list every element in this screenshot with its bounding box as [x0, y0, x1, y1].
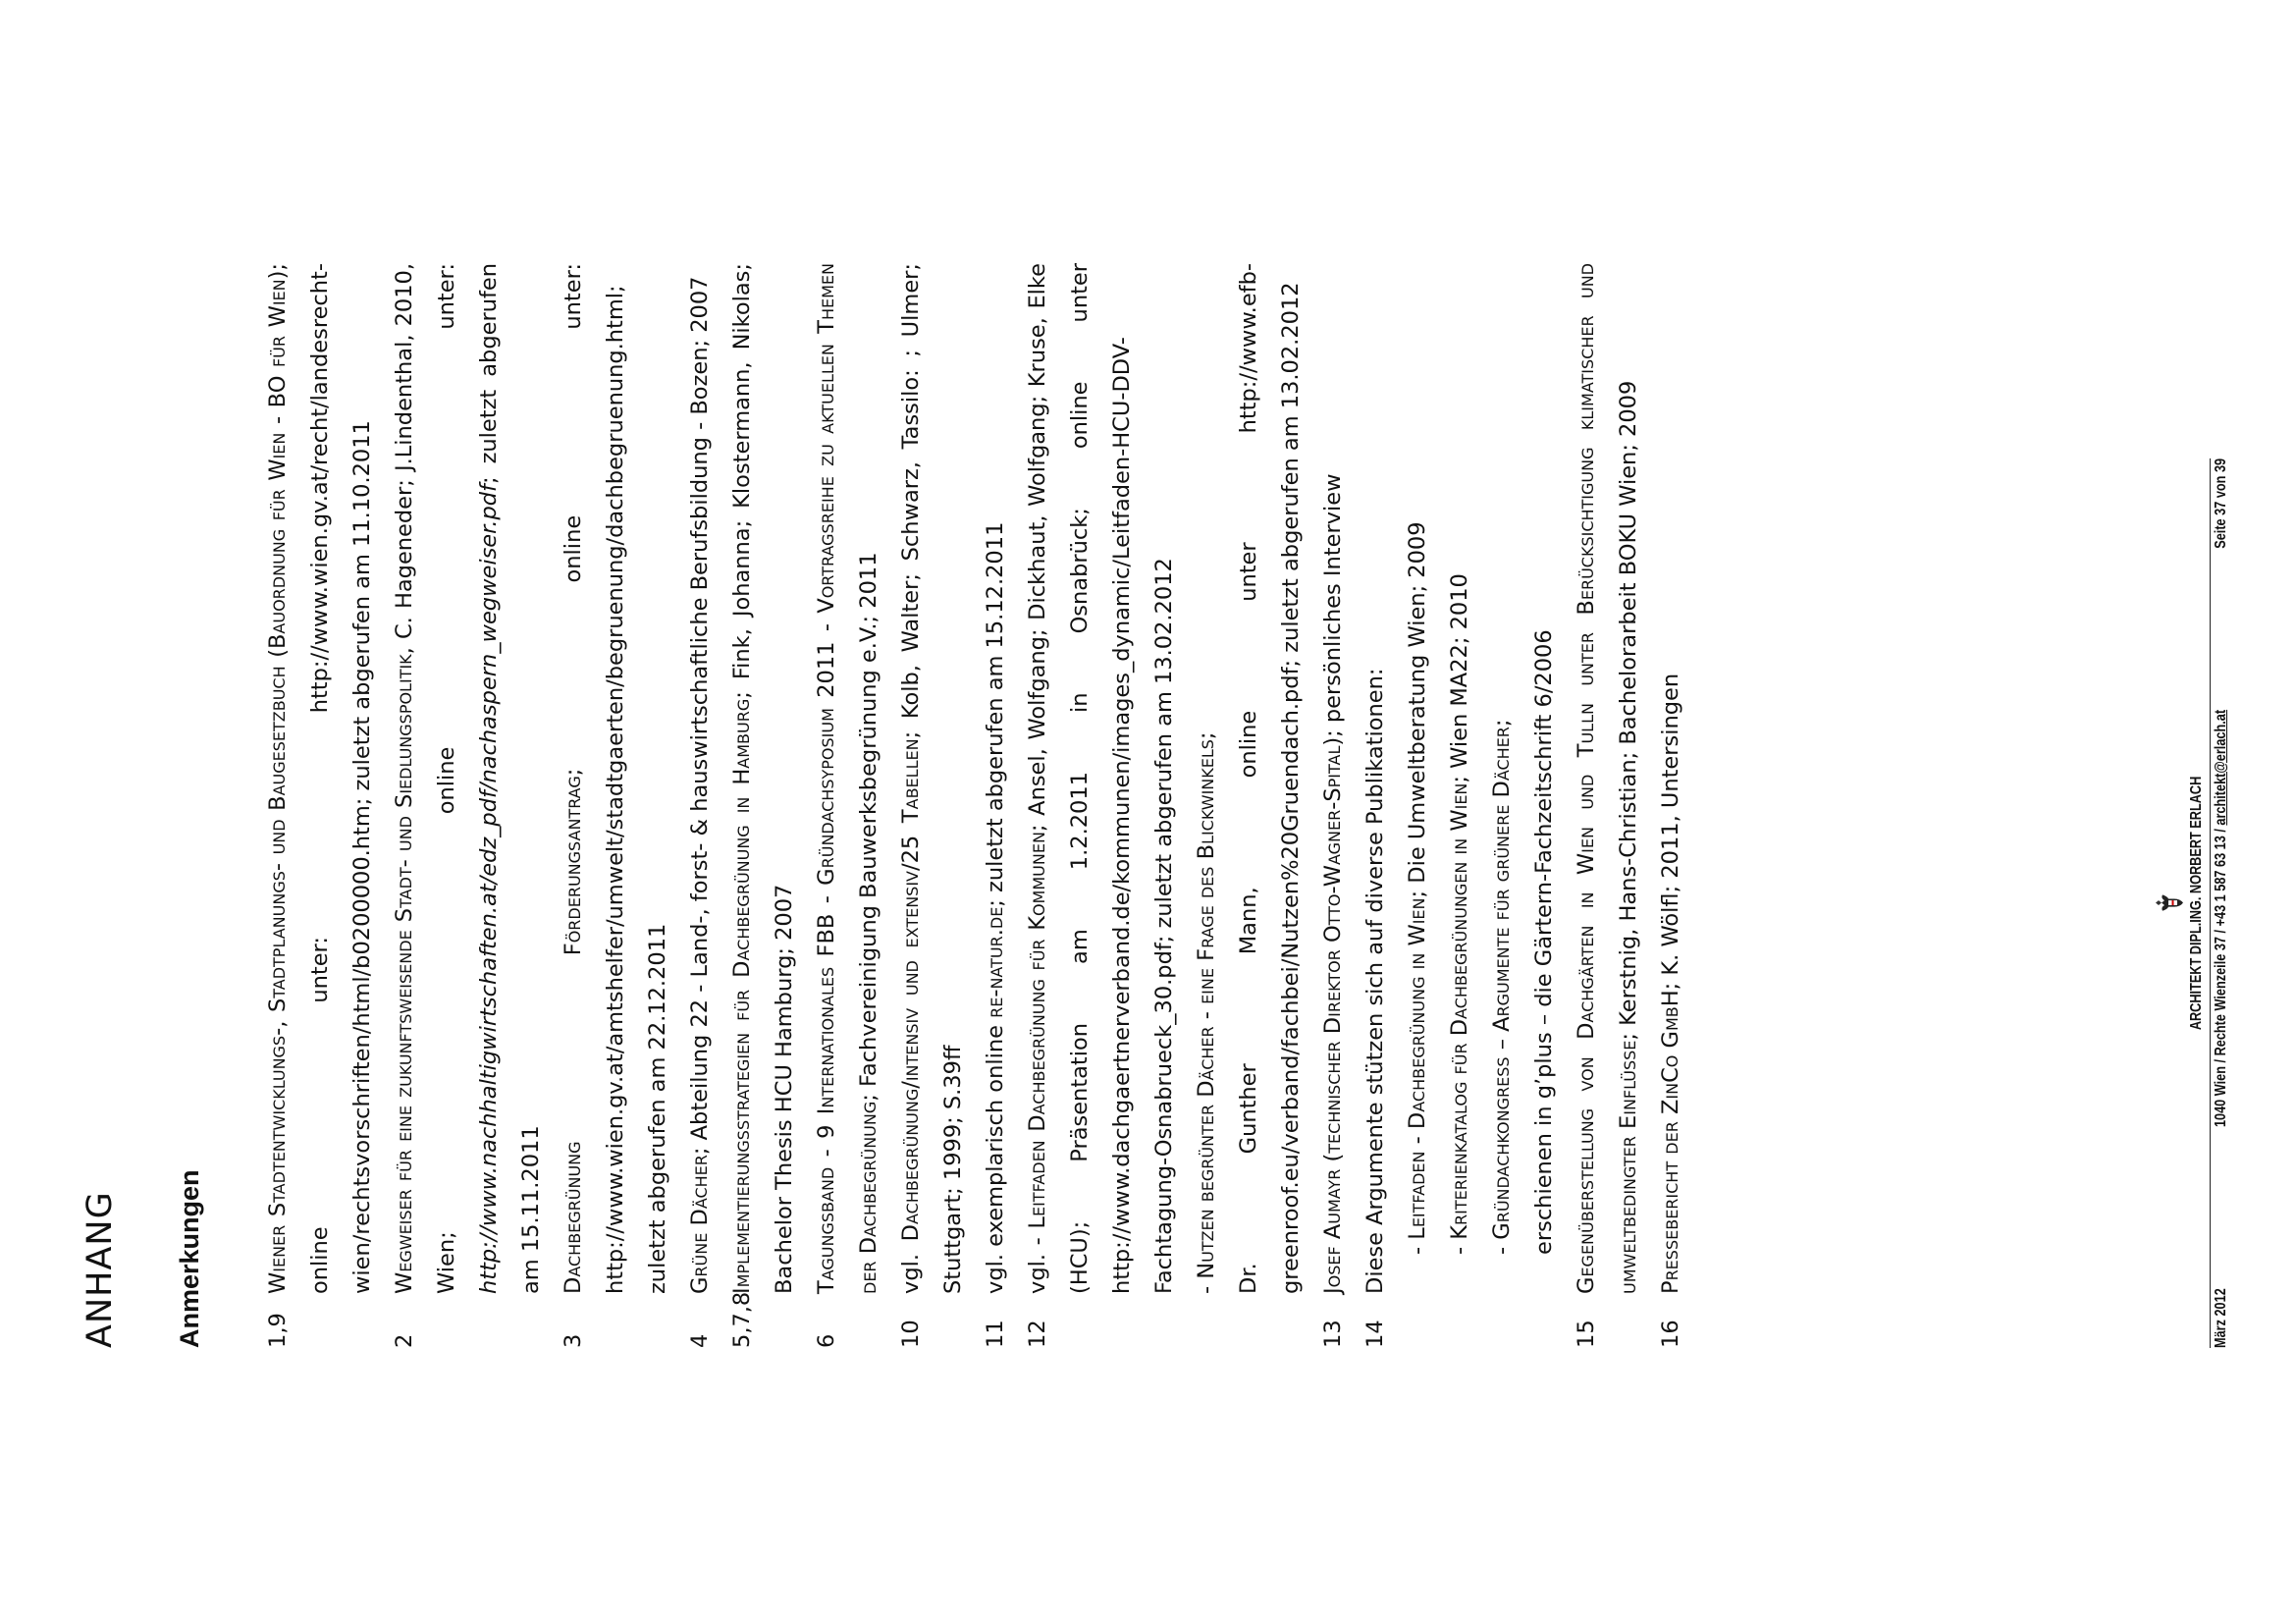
note-text-segment: ; online unter: http://www.wien.gv.at/amtshelfer/umwelt/stadtgaerten/begruenung/dachbegruenung.html; zuletzt abgerufen am 22.12.2011	[561, 262, 670, 1294]
note-text-segment: Gegenüberstellung von Dachgärten in Wien und Tulln unter Berücksichtigung klimatischer und umweltbedingter Einflüsse	[1574, 263, 1641, 1294]
note-text-segment: Implementierungsstrategien für Dachbegrünung in Hamburg	[729, 698, 755, 1294]
note-text-segment: Diese Argumente stützen sich auf diverse Publikationen:	[1362, 668, 1388, 1294]
footnote-item	[721, 263, 806, 1348]
footnote-item	[975, 263, 1017, 1348]
footnote-text	[553, 263, 679, 1294]
note-text-segment: -	[1489, 1239, 1515, 1255]
note-text-segment: re-natur.de	[983, 906, 1008, 1018]
note-text-segment: ;	[1489, 719, 1515, 728]
note-text-segment: Wegweiser für eine zukunftsweisende Stadt- und Siedlungspolitik	[392, 654, 417, 1294]
footnote-item	[806, 263, 890, 1348]
footnote-number: 11	[983, 1320, 1008, 1348]
footnote-number: 16	[1658, 1320, 1683, 1348]
footnote-text	[806, 263, 890, 1294]
footnote-item	[1312, 263, 1355, 1348]
footnote-number: 6	[814, 1333, 839, 1348]
footnote-text	[257, 263, 384, 1294]
footnote-item	[1650, 263, 1692, 1348]
note-text-segment: ; online unter: http://www.wien.gv.at/recht/landesrecht-wien/rechtsvorschriften/html/b0200000.htm; zuletzt abgerufen am 11.10.2011	[265, 263, 375, 1294]
note-text-segment: ;	[1194, 731, 1219, 740]
note-text-segment: Leitfaden - Dachbegrünung in Wien	[1405, 897, 1430, 1240]
footnote-text	[1566, 263, 1650, 1294]
note-text-segment: vgl. exemplarisch online	[983, 1017, 1008, 1294]
note-text-segment: ; Ansel, Wolfgang; Dickhaut, Wolfgang; Kruse, Elke (HCU); Präsentation am 1.2.2011 in Osnabrück; online unter http://www.dachgaertnerverband.de/kommunen/images_dynamic/Leitfaden-HCU-DDV-Fachtagung-Osnabrueck_30.pdf; zuletzt abgerufen am 13.02.2012	[1025, 263, 1177, 1294]
footer-email-link[interactable]: architekt@erlach.at	[2213, 709, 2229, 826]
note-text-segment: Grüne Dächer	[687, 1155, 713, 1294]
footnote-text	[384, 263, 553, 1294]
footnote-continuation	[1186, 263, 1228, 1294]
page-footer	[2155, 458, 2230, 1348]
footnote-item	[1566, 263, 1650, 1348]
footnote-text	[1650, 263, 1692, 1294]
note-text-segment: Wiener Stadtentwicklungs-, Stadtplanungs- und Baugesetzbuch (Bauordnung für Wien - BO für Wien)	[265, 270, 291, 1294]
footnote-number: 5,7,8	[729, 1291, 755, 1348]
note-text-segment: ; Abteilung 22 - Land-, forst- & hauswirtschaftliche Berufsbildung - Bozen; 2007	[687, 276, 713, 1156]
footnote-text	[890, 263, 975, 1294]
footer-page-number: Seite 37 von 39	[2213, 458, 2229, 549]
footnote-number: 2	[392, 1333, 417, 1348]
note-text-segment: ; Fachvereinigung Bauwerksbegrünung e.V.; 2011	[856, 552, 881, 1102]
footnote-text	[1312, 263, 1355, 1294]
note-text-segment: Nutzen begrünter Dächer - eine Frage des Blickwinkels	[1194, 739, 1219, 1279]
note-text-segment: vgl.	[898, 1241, 924, 1294]
footer-date: März 2012	[2213, 1288, 2229, 1348]
footnote-number: 12	[1025, 1320, 1050, 1348]
footnote-text	[1355, 263, 1566, 1294]
section-heading: Anmerkungen	[175, 1169, 204, 1348]
footnote-number: 10	[898, 1320, 924, 1348]
footnote-item	[384, 263, 553, 1348]
footnote-sub-item	[1481, 263, 1523, 1294]
note-text-segment: -	[1194, 1278, 1219, 1294]
footnote-continuation	[1228, 263, 1312, 1294]
footnote-sub-item	[1523, 263, 1566, 1294]
footnote-text	[721, 263, 806, 1294]
note-text-segment: ; Fink, Johanna; Klostermann, Nikolas; Bachelor Thesis HCU Hamburg; 2007	[729, 263, 797, 1294]
note-text-segment: Pressebericht der ZinCo GmbH	[1658, 990, 1683, 1294]
footnote-item	[553, 263, 679, 1348]
note-text-segment: erschienen in g’plus – die Gärtern-Fachzeitschrift 6/2006	[1531, 629, 1557, 1255]
note-text-segment: ; zuletzt abgerufen am 15.12.2011	[983, 521, 1008, 907]
footnote-number: 15	[1574, 1320, 1599, 1348]
footnote-item	[257, 263, 384, 1348]
notes-list	[257, 263, 1692, 1348]
note-text-segment: Dachbegrünung/intensiv und extensiv/25 Tabellen	[898, 738, 924, 1242]
note-text-segment: Gründachkongress – Argumente für grünere Dächer	[1489, 727, 1515, 1240]
note-text-segment: ; Wien MA22; 2010	[1447, 573, 1472, 783]
note-text-segment: Tagungsband - 9 Internationales FBB - Gründachsyposium 2011 - Vortragsreihe zu aktuellen Themen der Dachbegrünung	[814, 263, 881, 1294]
note-text-segment: ; persönliches Interview	[1320, 473, 1346, 737]
note-text-segment: Kriterienkatalog für Dachbegrünungen in Wien	[1447, 782, 1472, 1240]
footer-branding	[2155, 458, 2206, 1348]
footnote-number: 3	[561, 1333, 586, 1348]
footnote-sub-item	[1439, 263, 1481, 1294]
footnote-item	[1355, 263, 1566, 1348]
note-text-segment: http://www.nachhaltigwirtschaften.at/edz_pdf/nachaspern_wegweiser.pdf	[476, 484, 502, 1294]
note-text-segment: Dr. Gunther Mann, online unter http://www.efb-greenroof.eu/verband/fachbei/Nutzen%20Gruendach.pdf; zuletzt abgerufen am 13.02.2012	[1236, 263, 1304, 1294]
note-text-segment: -	[1447, 1239, 1472, 1255]
note-text-segment: ; Kolb, Walter; Schwarz, Tassilo: ; Ulmer; Stuttgart; 1999; S.39ff	[898, 263, 966, 1294]
note-text-segment: Josef Aumayr (technischer Direktor Otto-Wagner-Spital)	[1320, 736, 1346, 1294]
page-title: ANHANG	[80, 1191, 120, 1348]
footnote-number: 4	[687, 1333, 713, 1348]
note-text-segment: , C. Hageneder; J.Lindenthal, 2010, Wien; online unter:	[392, 262, 459, 1294]
footnote-number: 1,9	[265, 1313, 291, 1348]
footnote-item	[1017, 263, 1312, 1348]
footnote-number: 13	[1320, 1320, 1346, 1348]
footnote-sub-item	[1397, 263, 1439, 1294]
footnote-text	[975, 263, 1017, 1294]
note-text-segment: ; K. Wölfl; 2011, Untersingen	[1658, 673, 1683, 991]
footer-row	[2210, 458, 2230, 1348]
footnote-number: 14	[1362, 1320, 1388, 1348]
footer-address	[2213, 710, 2230, 1127]
footnote-text	[1017, 263, 1312, 1294]
footnote-item	[679, 263, 721, 1348]
note-text-segment: vgl. -	[1025, 1228, 1050, 1294]
note-text-segment: ; zuletzt abgerufen am 15.11.2011	[476, 263, 544, 1294]
note-text-segment: Dachbegrünung Förderungsantrag	[561, 776, 586, 1294]
architect-name: ARCHITEKT DIPL.ING. NORBERT ERLACH	[2188, 776, 2205, 1031]
coat-of-arms-icon	[2155, 893, 2184, 913]
note-text-segment: ; Die Umweltberatung Wien; 2009	[1405, 521, 1430, 898]
footnote-item	[890, 263, 975, 1348]
note-text-segment: ; Kerstnig, Hans-Christian; Bachelorarbeit BOKU Wien; 2009	[1616, 380, 1641, 1041]
footnote-text	[679, 263, 721, 1294]
note-text-segment: -	[1405, 1239, 1430, 1255]
footer-address-text: 1040 Wien / Rechte Wienzeile 37 / +43 1 587 63 13 /	[2213, 825, 2229, 1128]
note-text-segment: Leitfaden Dachbegrünung für Kommunen	[1025, 832, 1050, 1229]
